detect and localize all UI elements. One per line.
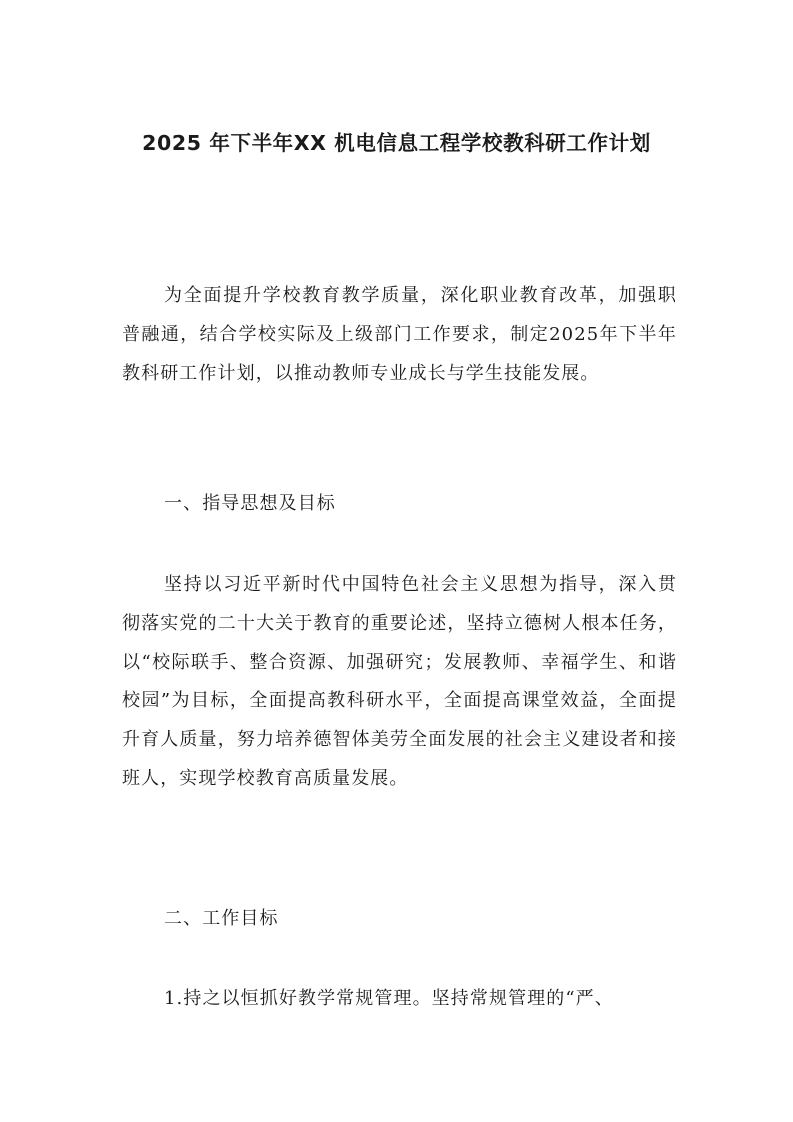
intro-paragraph: 为全面提升学校教育教学质量，深化职业教育改革，加强职普融通，结合学校实际及上级部门工作要求，制定2025年下半年教科研工作计划，以推动教师专业成长与学生技能发展。 [122,285,677,384]
section-heading-work-goals: 二、工作目标 [164,908,279,929]
section-guiding-ideology-paragraph: 坚持以习近平新时代中国特色社会主义思想为指导，深入贯彻落实党的二十大关于教育的重要论述，坚持立德树人根本任务，以“校际联手、整合资源、加强研究；发展教师、幸福学生、和谐校园”为目标，全面提高教科研水平，全面提高课堂效益，全面提升育人质量，努力培养德智体美劳全面发展的社会主义建设者和接班人，实现学校教育高质量发展。 [122,574,677,789]
work-goal-item-1: 1.持之以恒抓好教学常规管理。坚持常规管理的“严、 [164,988,614,1009]
document-title: 2025 年下半年XX 机电信息工程学校教科研工作计划 [142,131,651,155]
section-heading-guiding-ideology: 一、指导思想及目标 [164,493,336,514]
